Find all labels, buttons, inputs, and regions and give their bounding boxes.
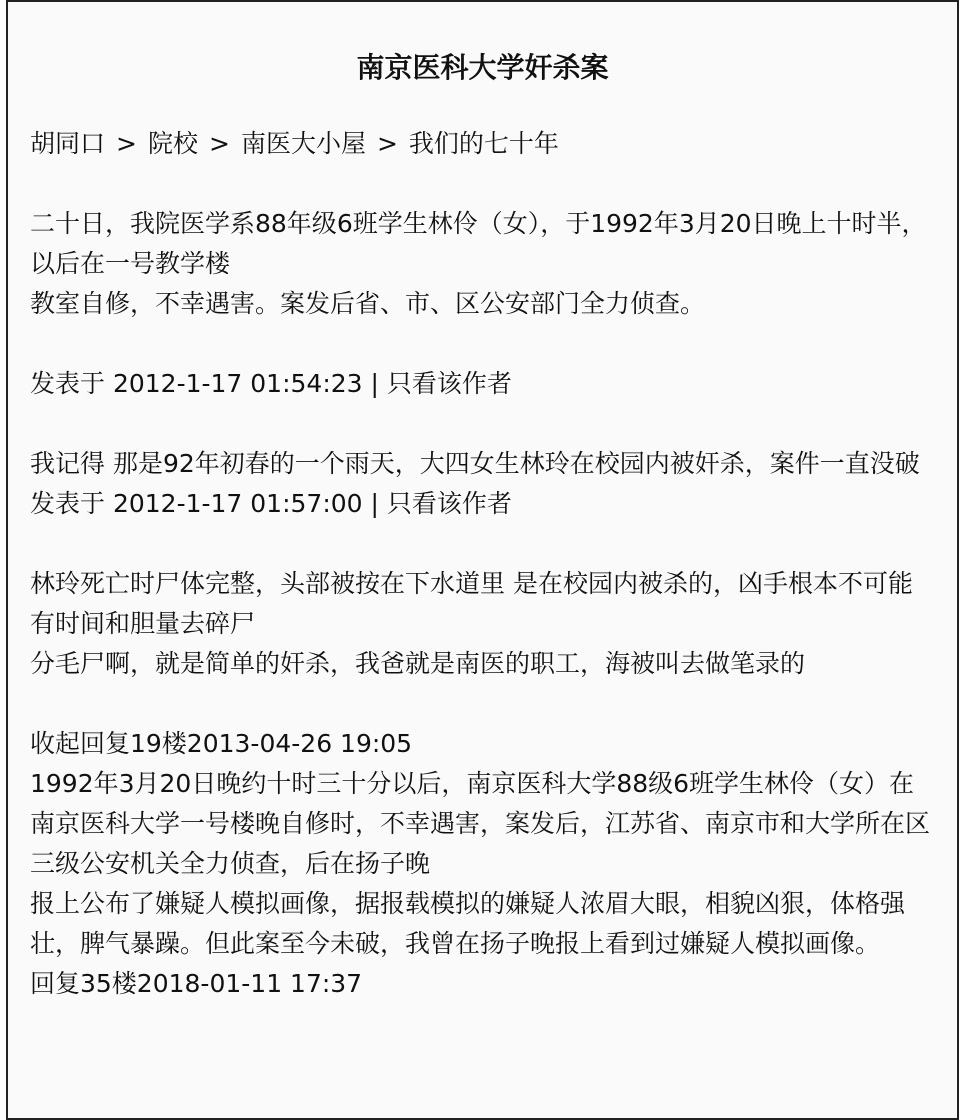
breadcrumb-item-schools[interactable]: 院校: [147, 129, 198, 158]
reply-footer: 回复35楼2018-01-11 17:37: [30, 969, 363, 998]
breadcrumb-item-nanyi-house[interactable]: 南医大小屋: [240, 129, 366, 158]
breadcrumb-item-seventy-years[interactable]: 我们的七十年: [408, 129, 559, 158]
breadcrumb-separator: >: [376, 129, 398, 158]
post-text: 1992年3月20日晚约十时三十分以后，南京医科大学88级6班学生林伶（女）在南京医科大学一号楼晚自修时，不幸遇害，案发后，江苏省、南京市和大学所在区三级公安机关全力侦查，后在扬子晚: [30, 769, 931, 878]
breadcrumb-separator: >: [116, 129, 137, 158]
post-meta: [30, 484, 935, 524]
post-2: [30, 444, 935, 524]
post-4: [30, 724, 935, 1004]
post-timestamp: 发表于 2012-1-17 01:54:23 |: [30, 369, 387, 398]
page-title: 南京医科大学奸杀案: [356, 51, 609, 84]
author-only-link[interactable]: 只看该作者: [386, 489, 512, 518]
post-text: 教室自修，不幸遇害。案发后省、市、区公安部门全力侦查。: [30, 289, 706, 318]
breadcrumb-separator: >: [208, 129, 230, 158]
post-3: [30, 564, 935, 684]
post-text: 报上公布了嫌疑人模拟画像，据报载模拟的嫌疑人浓眉大眼，相貌凶狠，体格强壮，脾气暴躁。但此案至今未破，我曾在扬子晚报上看到过嫌疑人模拟画像。: [30, 889, 906, 958]
post-text: 我记得 那是92年初春的一个雨天，大四女生林玲在校园内被奸杀，案件一直没破: [30, 449, 920, 478]
page: [6, 0, 959, 1120]
post-text: 分毛尸啊，就是简单的奸杀，我爸就是南医的职工，海被叫去做笔录的: [30, 649, 806, 678]
post-timestamp: 发表于 2012-1-17 01:57:00 |: [30, 489, 387, 518]
reply-header: 收起回复19楼2013-04-26 19:05: [30, 729, 413, 758]
post-1: [30, 204, 935, 324]
author-only-link[interactable]: 只看该作者: [386, 369, 512, 398]
breadcrumb-item-hutongkou[interactable]: 胡同口: [30, 129, 106, 158]
post-text: 二十日，我院医学系88年级6班学生林伶（女），于1992年3月20日晚上十时半，以后在一号教学楼: [30, 209, 927, 278]
post-meta: [30, 364, 935, 404]
post-text: 林玲死亡时尸体完整，头部被按在下水道里 是在校园内被杀的，凶手根本不可能有时间和胆量去碎尸: [30, 569, 913, 638]
breadcrumb: [30, 124, 935, 164]
